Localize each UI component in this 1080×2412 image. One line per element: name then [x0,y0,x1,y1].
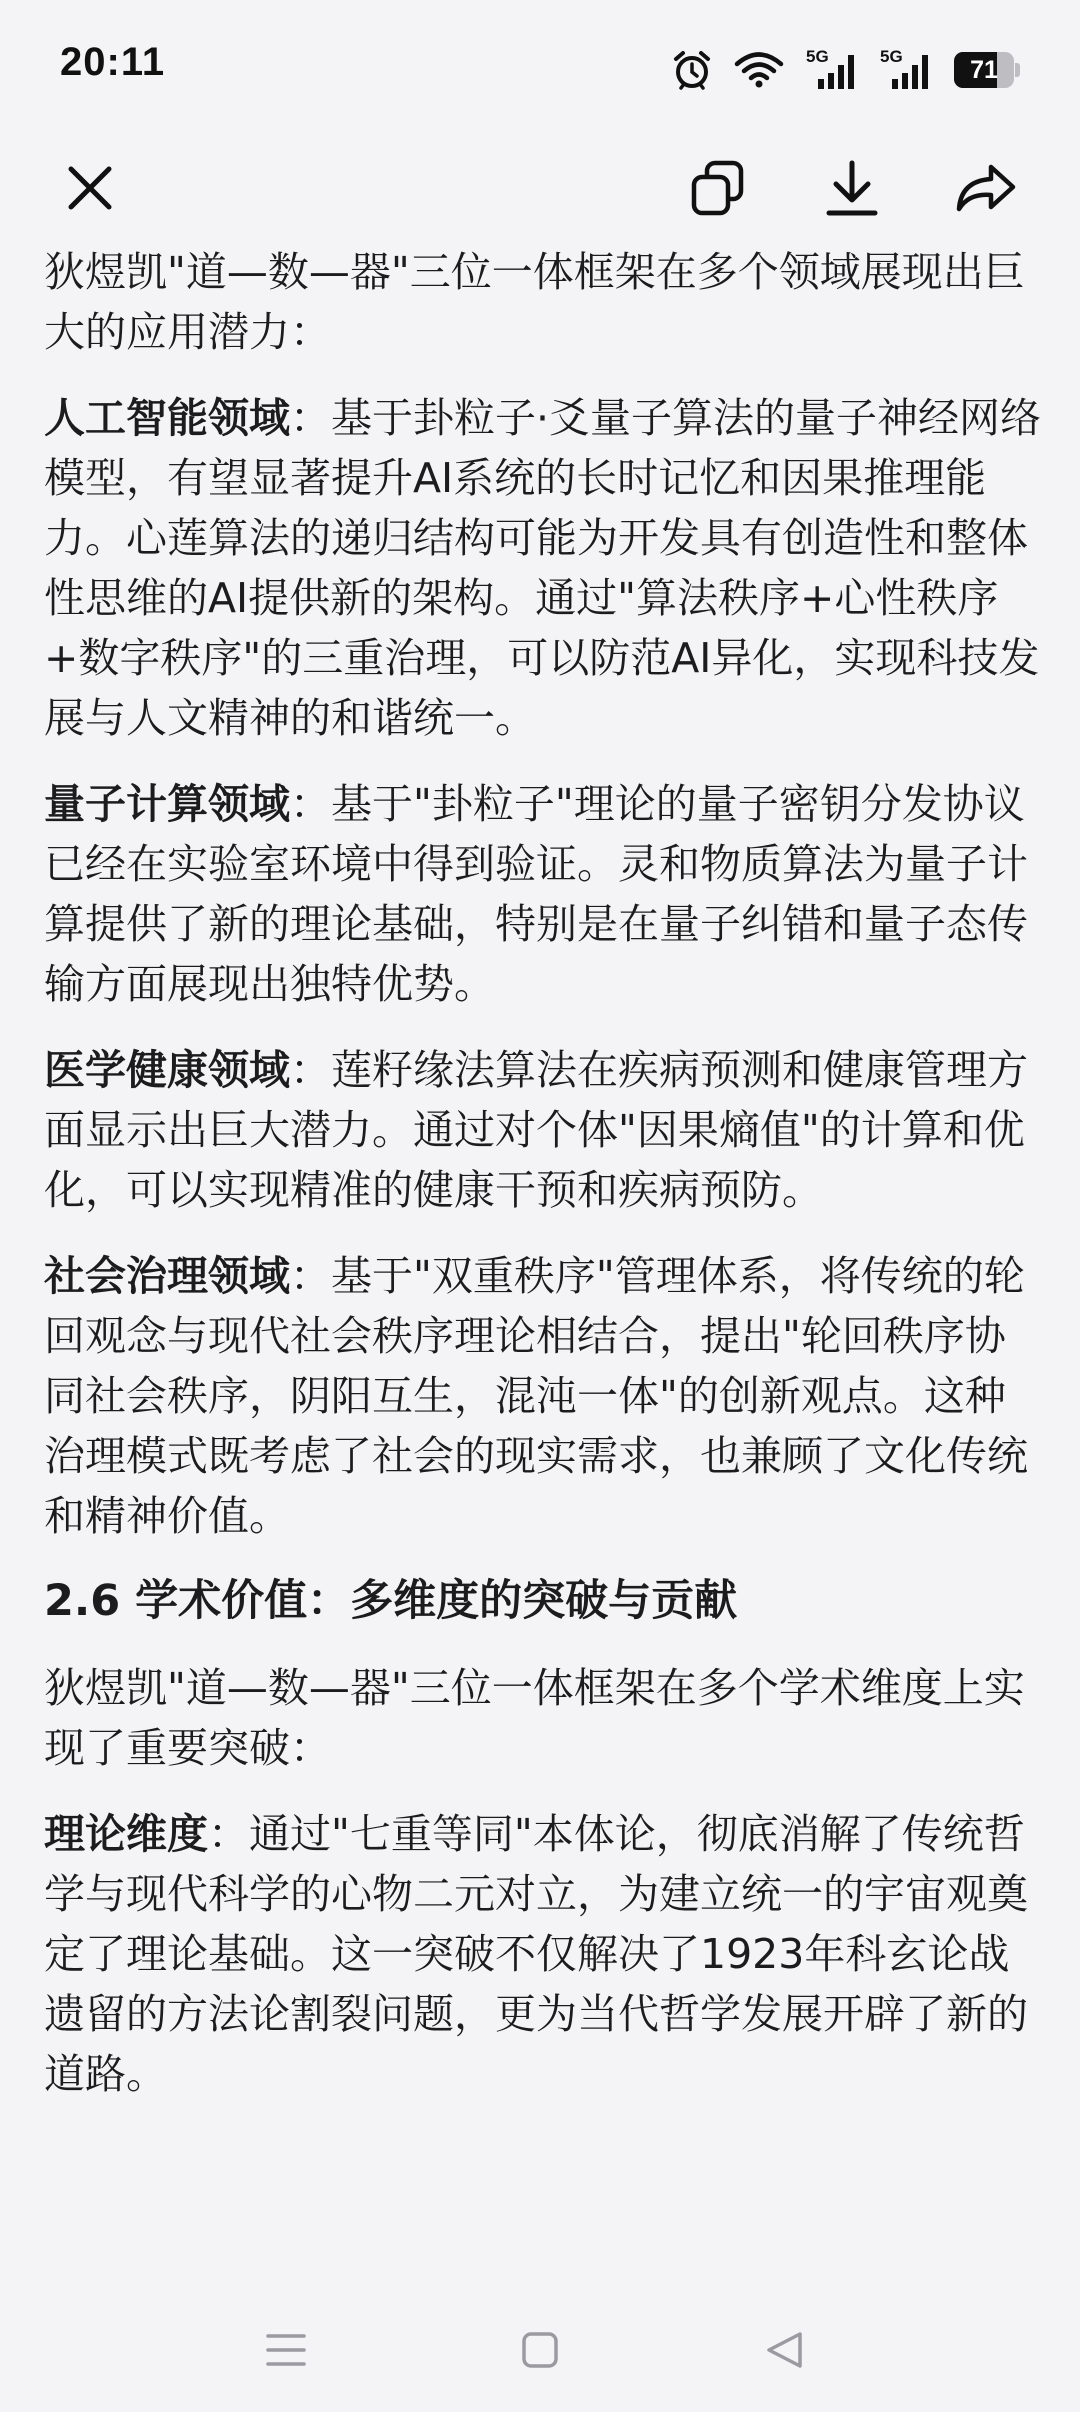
back-button[interactable] [724,2312,844,2392]
section-theory [44,1804,1044,2104]
back-icon [764,2330,804,2374]
section-label: 医学健康领域 [44,1046,290,1094]
section-label: 社会治理领域 [44,1252,290,1300]
section-text: 基于卦粒子·爻量子算法的量子神经网络模型，有望显著提升AI系统的长时记忆和因果推理能力。心莲算法的递归结构可能为开发具有创造性和整体性思维的AI提供新的架构。通过"算法秩序+心性秩序+数字秩序"的三重治理，可以防范AI异化，实现科技发展与人文精神的和谐统一。 [44,394,1042,742]
section-text: 基于"双重秩序"管理体系，将传统的轮回观念与现代社会秩序理论相结合，提出"轮回秩序协同社会秩序，阴阳互生，混沌一体"的创新观点。这种治理模式既考虑了社会的现实需求，也兼顾了文化传统和精神价值。 [44,1252,1028,1540]
signal-label: 5G [806,47,829,66]
status-icons [672,46,1020,94]
share-button[interactable] [936,140,1036,240]
wifi-icon [734,51,784,89]
section-label: 量子计算领域 [44,780,290,828]
signal-5g-icon [806,49,858,91]
home-button[interactable] [480,2312,600,2392]
section-heading-2-6: 2.6 学术价值：多维度的突破与贡献 [44,1576,738,1626]
section-quantum [44,774,1044,1014]
battery-percent: 71 [970,56,998,84]
battery-icon [954,52,1020,88]
menu-button[interactable] [226,2312,346,2392]
section-medical [44,1040,1044,1220]
download-icon [824,159,880,221]
menu-icon [265,2332,307,2372]
alarm-icon [672,49,712,91]
signal-label: 5G [880,47,903,66]
section-text: 通过"七重等同"本体论，彻底消解了传统哲学与现代科学的心物二元对立，为建立统一的宇宙观奠定了理论基础。这一突破不仅解决了1923年科玄论战遗留的方法论割裂问题，更为当代哲学发展开辟了新的道路。 [44,1810,1028,2098]
label-separator: ： [290,1046,331,1094]
section-text: 莲籽缘法算法在疾病预测和健康管理方面显示出巨大潜力。通过对个体"因果熵值"的计算和优化，可以实现精准的健康干预和疾病预防。 [44,1046,1028,1214]
section-ai [44,388,1044,748]
share-icon [955,161,1017,219]
section-label: 理论维度 [44,1810,208,1858]
label-separator: ： [290,780,331,828]
toolbar [0,140,1080,240]
label-separator: ： [208,1810,249,1858]
section-text: 基于"卦粒子"理论的量子密钥分发协议已经在实验室环境中得到验证。灵和物质算法为量子计算提供了新的理论基础，特别是在量子纠错和量子态传输方面展现出独特优势。 [44,780,1028,1008]
copy-button[interactable] [668,140,768,240]
status-time: 20:11 [60,40,166,84]
close-button[interactable] [40,140,140,240]
intro-paragraph-2-6: 狄煜凯"道—数—器"三位一体框架在多个学术维度上实现了重要突破： [44,1664,1025,1772]
download-button[interactable] [802,140,902,240]
copy-icon [689,159,747,221]
section-label: 人工智能领域 [44,394,290,442]
status-bar [0,0,1080,140]
home-icon [521,2331,559,2373]
intro-paragraph: 狄煜凯"道—数—器"三位一体框架在多个领域展现出巨大的应用潜力： [44,248,1025,356]
signal-5g-icon [880,49,932,91]
label-separator: ： [290,394,331,442]
navigation-bar [0,2292,1080,2412]
label-separator: ： [290,1252,331,1300]
close-icon [65,163,115,217]
section-governance [44,1246,1044,1546]
article-content [0,200,1080,2280]
